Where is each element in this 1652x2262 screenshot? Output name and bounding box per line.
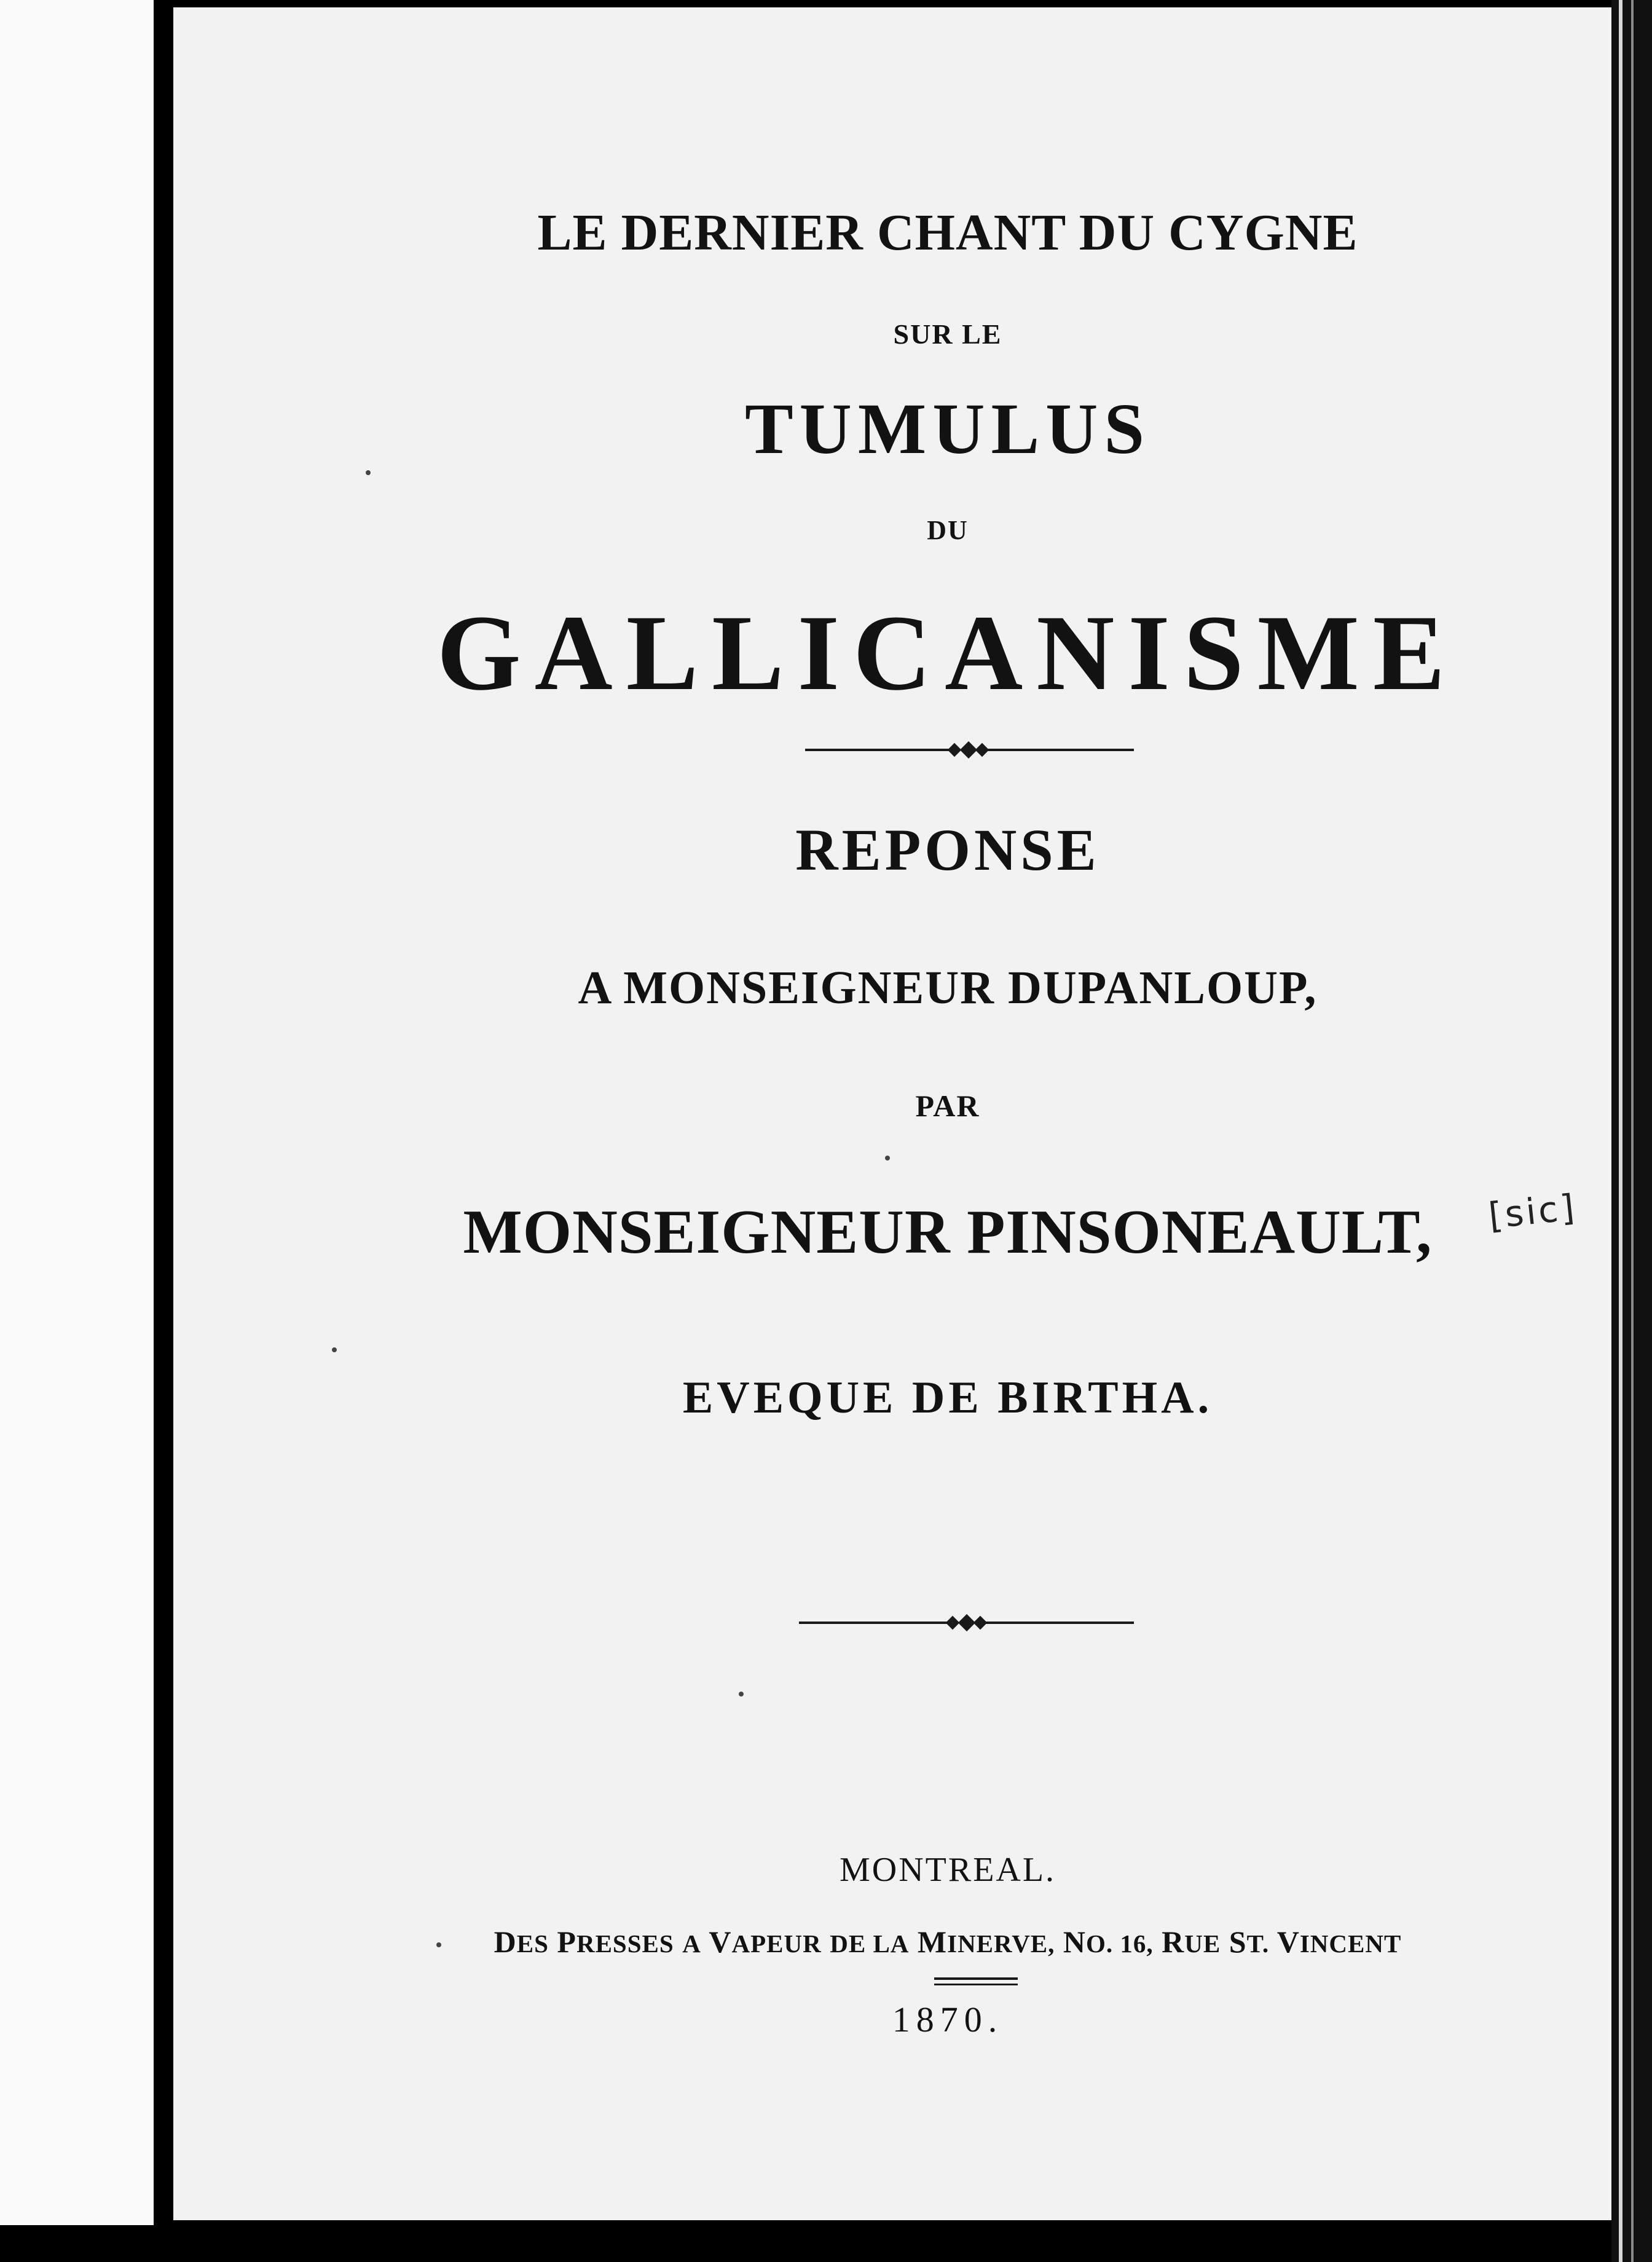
- imprint-short-rule: [934, 1977, 1018, 1980]
- imprint-printer-word: DES: [494, 1925, 549, 1959]
- facing-page-blank: [0, 0, 154, 2225]
- title-line-4: DU: [927, 515, 969, 545]
- imprint-printer-word: VAPEUR: [709, 1925, 822, 1959]
- imprint-printer-word: RUE: [1162, 1925, 1221, 1959]
- print-speck: [366, 470, 371, 475]
- gutter-shadow: [154, 0, 173, 2262]
- print-speck: [332, 1347, 337, 1352]
- imprint-printer-word: DE LA: [830, 1929, 910, 1958]
- title-line-2: SUR LE: [893, 318, 1002, 350]
- imprint-short-rule-lower: [934, 1984, 1018, 1985]
- imprint-printer-word: MINERVE,: [917, 1925, 1055, 1959]
- title-page: [173, 7, 1611, 2220]
- imprint-year: 1870.: [892, 2000, 1004, 2039]
- sic-annotation: [sic]: [1486, 1186, 1579, 1237]
- author-title-line: EVEQUE DE BIRTHA.: [682, 1373, 1213, 1423]
- scan-edge: [1611, 0, 1652, 2262]
- title-line-1: LE DERNIER CHANT DU CYGNE: [537, 204, 1358, 261]
- print-speck: [885, 1156, 890, 1161]
- title-gallicanisme: GALLICANISME: [436, 593, 1459, 713]
- imprint-printer-word: A: [682, 1929, 701, 1958]
- print-speck: [436, 1942, 441, 1947]
- by-line: PAR: [915, 1089, 980, 1123]
- print-speck: [739, 1692, 744, 1696]
- imprint-printer: [173, 1924, 1611, 1960]
- imprint-printer-word: NO. 16,: [1063, 1925, 1154, 1959]
- addressee-line: A MONSEIGNEUR DUPANLOUP,: [578, 962, 1318, 1014]
- imprint-printer-word: PRESSES: [557, 1925, 674, 1959]
- author-line: MONSEIGNEUR PINSONEAULT,: [463, 1197, 1433, 1267]
- imprint-city: MONTREAL.: [839, 1851, 1056, 1889]
- imprint-printer-word: ST.: [1229, 1925, 1270, 1959]
- title-tumulus: TUMULUS: [744, 388, 1151, 469]
- imprint-printer-word: VINCENT: [1276, 1925, 1402, 1959]
- response-heading: REPONSE: [795, 817, 1100, 883]
